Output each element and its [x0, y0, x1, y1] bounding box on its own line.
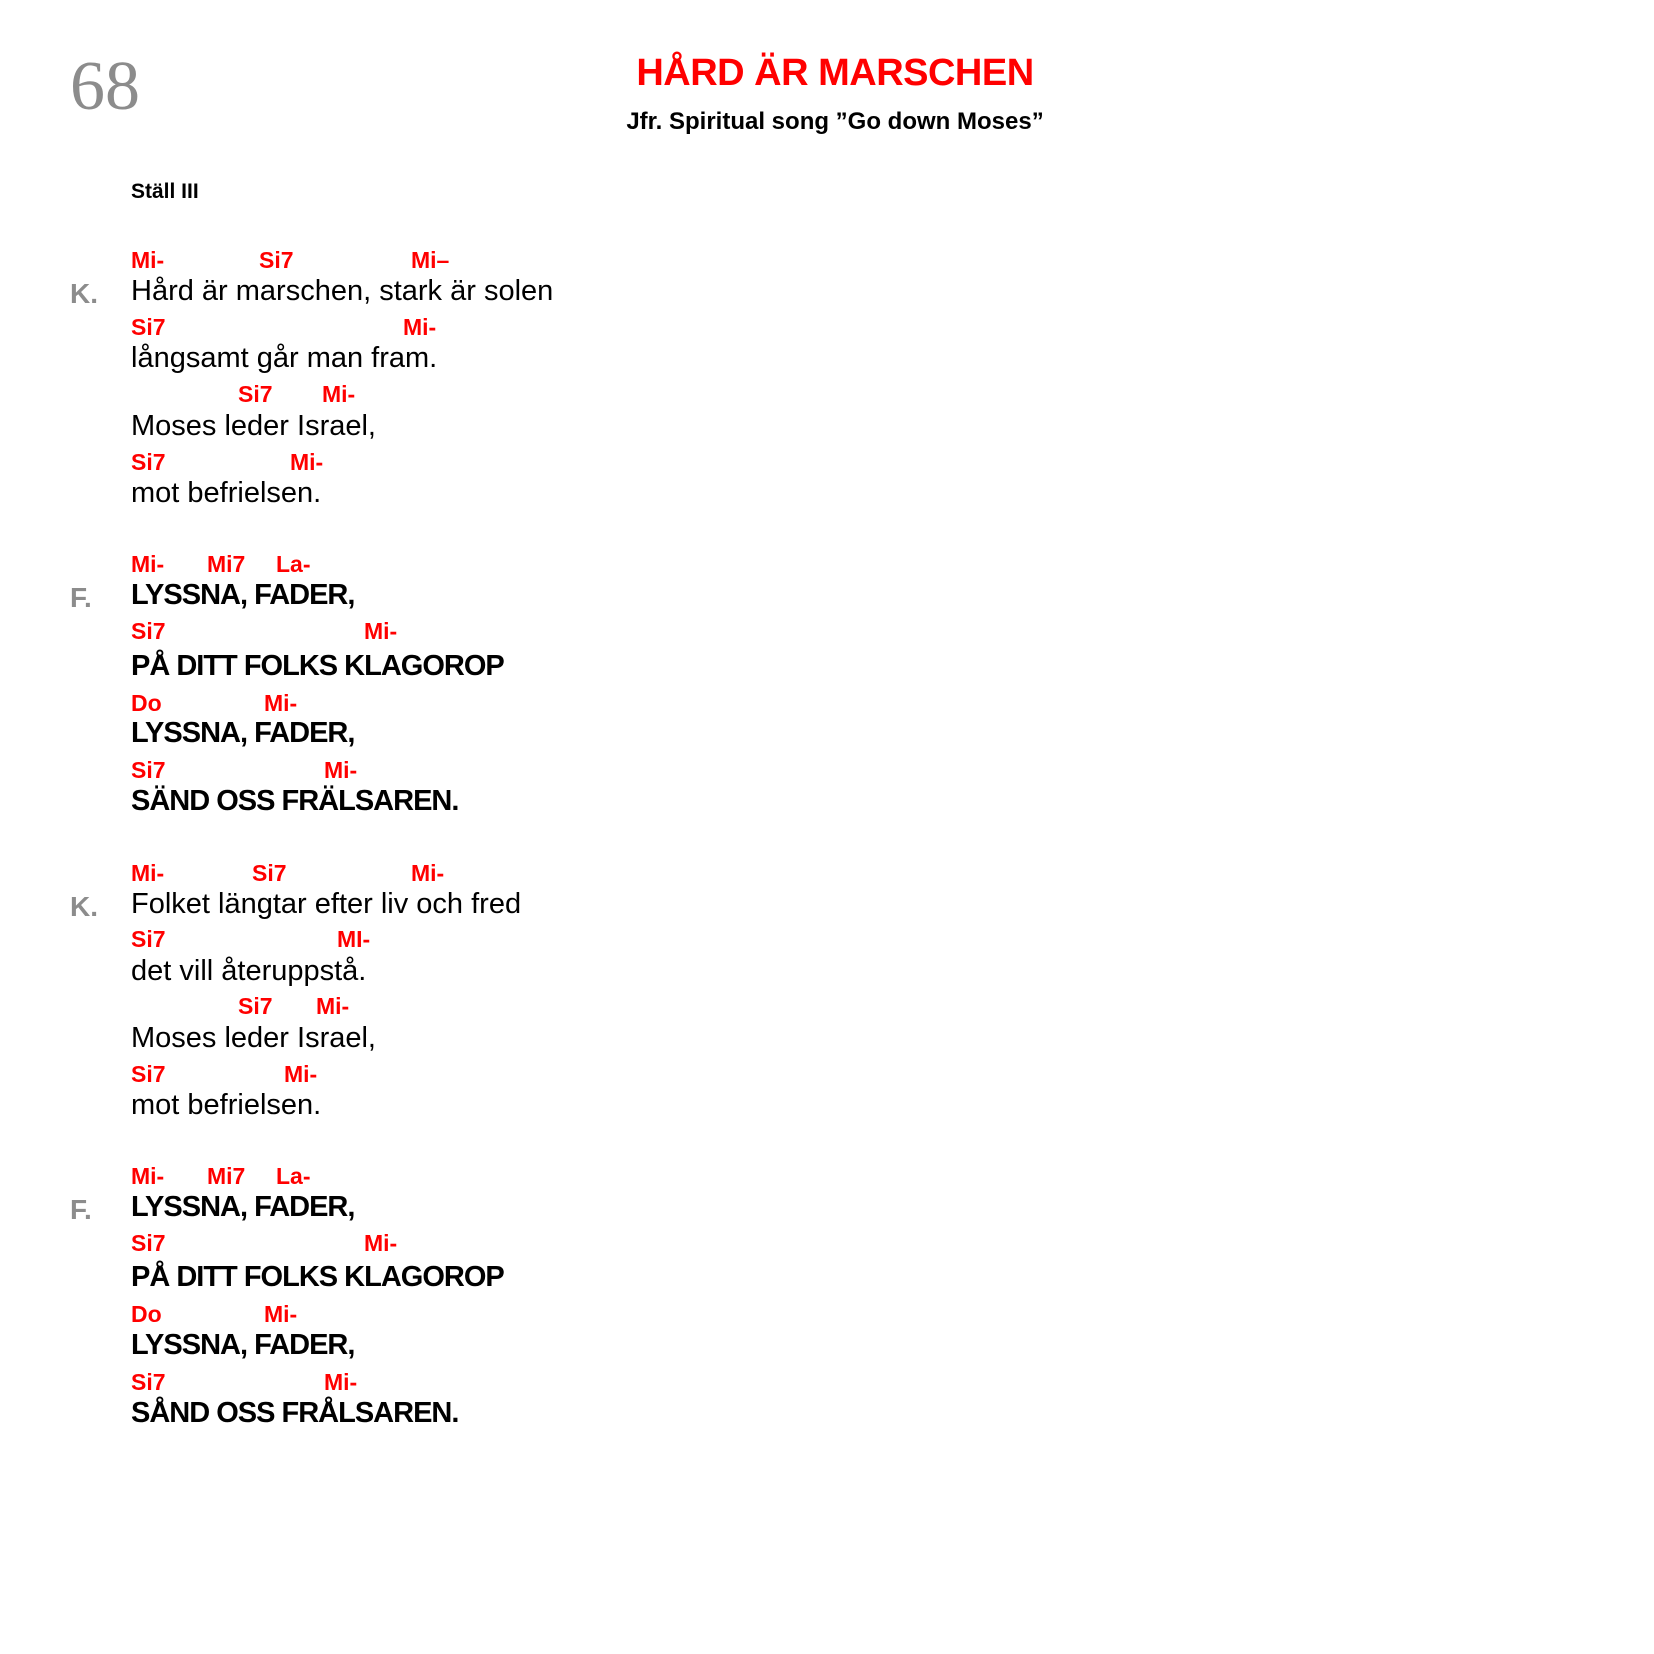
chord: Mi7	[207, 1163, 246, 1189]
lyric-line: mot befrielsen.	[131, 477, 322, 509]
lyric-line: Moses leder Israel,	[131, 1022, 376, 1054]
chord: Si7	[131, 1061, 166, 1087]
chord: Mi-	[411, 860, 445, 886]
chord: Mi-	[131, 247, 165, 273]
chord: Mi-	[364, 1230, 398, 1256]
refrain-marker: F.	[70, 582, 92, 613]
chord: Do	[131, 1301, 162, 1327]
chord: Mi-	[284, 1061, 318, 1087]
chord: Mi-	[316, 993, 350, 1019]
capo-instruction: Ställ III	[131, 180, 199, 203]
page-number: 68	[70, 48, 140, 125]
lyric-line: Hård är marschen, stark är solen	[131, 275, 554, 307]
chord: MI-	[337, 926, 371, 952]
chord: Do	[131, 690, 162, 716]
chord: Mi-	[264, 690, 298, 716]
chord: Si7	[131, 757, 166, 783]
song-subtitle: Jfr. Spiritual song ”Go down Moses”	[626, 108, 1044, 135]
chord: Si7	[238, 381, 273, 407]
verse-marker: K.	[70, 278, 98, 309]
lyric-line: LYSSNA, FADER,	[131, 717, 355, 749]
chord: Si7	[131, 449, 166, 475]
chord: Mi-	[131, 860, 165, 886]
chord: Mi-	[324, 1369, 358, 1395]
chord: Mi-	[324, 757, 358, 783]
chord: Mi-	[403, 314, 437, 340]
chord: Mi-	[364, 618, 398, 644]
chord: Si7	[131, 1369, 166, 1395]
lyric-line: SÄND OSS FRÄLSAREN.	[131, 785, 459, 817]
chord: Si7	[131, 314, 166, 340]
chord: Mi7	[207, 551, 246, 577]
lyric-line: det vill återuppstå.	[131, 955, 367, 987]
song-title: HÅRD ÄR MARSCHEN	[636, 52, 1034, 94]
chord: Si7	[131, 1230, 166, 1256]
chord: Si7	[238, 993, 273, 1019]
chord: Si7	[131, 926, 166, 952]
lyric-line: PÅ DITT FOLKS KLAGOROP	[131, 650, 504, 682]
lyric-line: Moses leder Israel,	[131, 410, 376, 442]
chord: Mi–	[411, 247, 450, 273]
chord: Mi-	[290, 449, 324, 475]
chord: La-	[276, 1163, 311, 1189]
lyric-line: LYSSNA, FADER,	[131, 1191, 355, 1223]
chord: La-	[276, 551, 311, 577]
lyric-line: mot befrielsen.	[131, 1089, 322, 1121]
lyric-line: långsamt går man fram.	[131, 342, 438, 374]
chord: Mi-	[131, 1163, 165, 1189]
lyric-line: PÅ DITT FOLKS KLAGOROP	[131, 1261, 504, 1293]
chord: Mi-	[264, 1301, 298, 1327]
chord: Si7	[259, 247, 294, 273]
verse-marker: K.	[70, 891, 98, 922]
chord: Si7	[252, 860, 287, 886]
lyric-line: LYSSNA, FADER,	[131, 1329, 355, 1361]
lyric-line: LYSSNA, FADER,	[131, 579, 355, 611]
lyric-line: Folket längtar efter liv och fred	[131, 888, 522, 920]
chord: Si7	[131, 618, 166, 644]
chord: Mi-	[131, 551, 165, 577]
refrain-marker: F.	[70, 1194, 92, 1225]
lyric-line: SÅND OSS FRÅLSAREN.	[131, 1397, 459, 1429]
chord: Mi-	[322, 381, 356, 407]
